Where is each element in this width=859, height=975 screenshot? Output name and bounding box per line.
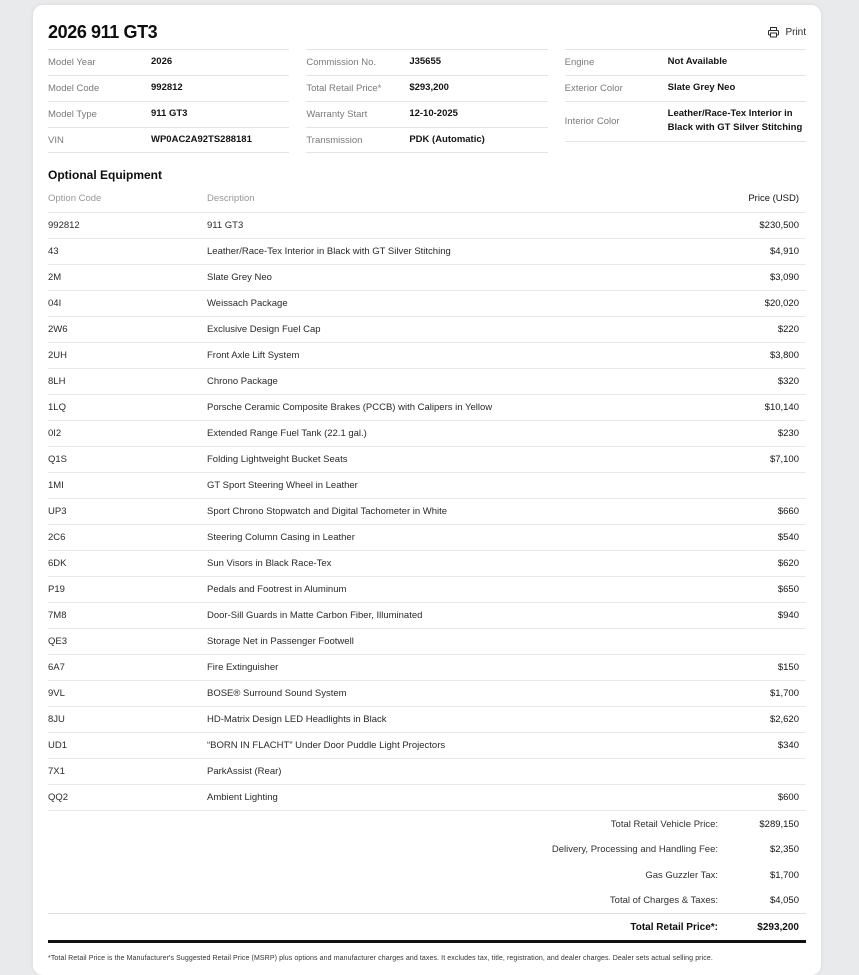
equipment-row xyxy=(48,447,806,473)
info-value: 911 GT3 xyxy=(151,108,188,120)
price-cell: $540 xyxy=(777,532,799,544)
totals-value: $4,050 xyxy=(769,895,799,906)
price-cell: $940 xyxy=(777,610,799,622)
column-header-option-code: Option Code xyxy=(48,193,102,205)
price-cell: $4,910 xyxy=(769,246,799,258)
equipment-row xyxy=(48,655,806,681)
equipment-row xyxy=(48,395,806,421)
info-label: Total Retail Price* xyxy=(306,83,382,94)
header-row xyxy=(48,18,806,46)
page-title: 2026 911 GT3 xyxy=(48,21,158,42)
description-cell: Ambient Lighting xyxy=(207,792,278,804)
description-cell: BOSE® Surround Sound System xyxy=(207,688,347,700)
price-cell: $230 xyxy=(777,428,799,440)
equipment-row xyxy=(48,629,806,655)
info-column-3 xyxy=(565,49,806,142)
option-code-cell: UP3 xyxy=(48,506,67,518)
info-value: Leather/Race-Tex Interior in Black with GT Silver Stitching xyxy=(667,108,803,134)
equipment-row xyxy=(48,785,806,811)
info-item xyxy=(48,49,289,75)
description-cell: GT Sport Steering Wheel in Leather xyxy=(207,480,358,492)
printer-icon xyxy=(767,26,780,38)
print-button-label: Print xyxy=(785,26,806,38)
info-item xyxy=(306,127,547,153)
info-item xyxy=(306,75,547,101)
info-value: Not Available xyxy=(667,56,728,68)
equipment-row xyxy=(48,759,806,785)
vehicle-info-grid xyxy=(48,49,806,153)
info-item xyxy=(565,49,806,75)
option-code-cell: 04I xyxy=(48,298,62,310)
description-cell: Sun Visors in Black Race-Tex xyxy=(207,558,332,570)
info-value: $293,200 xyxy=(409,82,449,94)
optional-equipment-heading: Optional Equipment xyxy=(48,168,162,183)
info-label: VIN xyxy=(48,134,64,146)
description-cell: Storage Net in Passenger Footwell xyxy=(207,636,354,648)
totals-section xyxy=(48,811,806,913)
description-cell: Porsche Ceramic Composite Brakes (PCCB) with Calipers in Yellow xyxy=(207,402,493,414)
info-item xyxy=(48,127,289,153)
equipment-row xyxy=(48,525,806,551)
info-label: Transmission xyxy=(306,134,363,146)
info-label: Commission No. xyxy=(306,57,377,68)
description-cell: Door-Sill Guards in Matte Carbon Fiber, Illuminated xyxy=(207,610,423,622)
description-cell: Sport Chrono Stopwatch and Digital Tachometer in White xyxy=(207,506,448,518)
description-cell: Exclusive Design Fuel Cap xyxy=(207,324,321,336)
equipment-table xyxy=(48,190,806,811)
price-cell: $1,700 xyxy=(769,688,799,700)
option-code-cell: 2C6 xyxy=(48,532,66,544)
description-cell: Slate Grey Neo xyxy=(207,272,272,284)
description-cell: Chrono Package xyxy=(207,376,278,388)
price-cell: $3,090 xyxy=(769,272,799,284)
option-code-cell: 8JU xyxy=(48,714,65,726)
equipment-row xyxy=(48,317,806,343)
totals-label: Gas Guzzler Tax: xyxy=(645,869,718,881)
info-column-2 xyxy=(306,49,547,153)
totals-line xyxy=(48,888,806,914)
info-value: 12-10-2025 xyxy=(409,108,458,120)
equipment-row xyxy=(48,213,806,239)
option-code-cell: 8LH xyxy=(48,376,66,388)
price-cell: $3,800 xyxy=(769,350,799,362)
description-cell: ParkAssist (Rear) xyxy=(207,766,282,778)
info-item xyxy=(48,75,289,101)
info-label: Model Type xyxy=(48,109,97,120)
info-item xyxy=(306,49,547,75)
info-item xyxy=(48,101,289,127)
info-column-1 xyxy=(48,49,289,153)
info-value: Slate Grey Neo xyxy=(667,82,736,94)
info-item xyxy=(565,75,806,101)
equipment-row xyxy=(48,369,806,395)
total-retail-price-label: Total Retail Price*: xyxy=(630,921,718,933)
equipment-row xyxy=(48,421,806,447)
totals-value: $2,350 xyxy=(769,844,799,855)
info-value: WP0AC2A92TS288181 xyxy=(151,134,252,145)
option-code-cell: QQ2 xyxy=(48,792,69,804)
option-code-cell: QE3 xyxy=(48,636,68,648)
option-code-cell: 2UH xyxy=(48,350,68,362)
equipment-row xyxy=(48,239,806,265)
price-cell: $340 xyxy=(777,740,799,752)
option-code-cell: 7X1 xyxy=(48,766,65,778)
equipment-rows xyxy=(48,213,806,811)
option-code-cell: 1LQ xyxy=(48,402,66,414)
option-code-cell: 992812 xyxy=(48,220,80,232)
equipment-row xyxy=(48,603,806,629)
equipment-row xyxy=(48,577,806,603)
info-label: Model Year xyxy=(48,57,96,68)
price-cell: $7,100 xyxy=(769,454,799,466)
option-code-cell: 43 xyxy=(48,246,59,258)
info-value: PDK (Automatic) xyxy=(409,134,485,145)
price-cell: $620 xyxy=(777,558,799,570)
info-label: Model Code xyxy=(48,83,100,94)
totals-line xyxy=(48,837,806,863)
info-item xyxy=(306,101,547,127)
price-cell: $230,500 xyxy=(759,220,799,232)
option-code-cell: P19 xyxy=(48,584,65,596)
option-code-cell: UD1 xyxy=(48,740,68,752)
price-cell: $10,140 xyxy=(764,402,799,414)
totals-label: Delivery, Processing and Handling Fee: xyxy=(551,844,718,855)
totals-label: Total Retail Vehicle Price: xyxy=(610,818,718,830)
price-cell: $660 xyxy=(777,506,799,518)
column-header-description: Description xyxy=(207,193,255,205)
info-label: Engine xyxy=(564,57,595,68)
totals-line xyxy=(48,811,806,837)
price-cell: $320 xyxy=(777,376,799,388)
option-code-cell: 2W6 xyxy=(48,324,68,336)
info-label: Exterior Color xyxy=(564,83,623,94)
print-button[interactable] xyxy=(767,26,806,38)
equipment-row xyxy=(48,291,806,317)
equipment-table-header xyxy=(48,190,806,213)
info-value: J35655 xyxy=(409,56,442,68)
total-retail-price-value: $293,200 xyxy=(757,921,799,933)
equipment-row xyxy=(48,681,806,707)
price-cell: $2,620 xyxy=(769,714,799,726)
description-cell: Steering Column Casing in Leather xyxy=(207,532,355,544)
equipment-row xyxy=(48,733,806,759)
option-code-cell: Q1S xyxy=(48,454,68,466)
description-cell: Leather/Race-Tex Interior in Black with GT Silver Stitching xyxy=(207,246,451,258)
totals-line xyxy=(48,862,806,888)
description-cell: 911 GT3 xyxy=(207,220,244,232)
info-item xyxy=(565,101,806,142)
equipment-row xyxy=(48,551,806,577)
info-value: 992812 xyxy=(151,82,183,94)
price-cell: $650 xyxy=(777,584,799,596)
description-cell: Extended Range Fuel Tank (22.1 gal.) xyxy=(207,428,367,440)
option-code-cell: 1MI xyxy=(48,480,64,492)
vehicle-spec-card xyxy=(33,5,821,975)
description-cell: Weissach Package xyxy=(207,298,288,310)
totals-label: Total of Charges & Taxes: xyxy=(609,895,718,906)
option-code-cell: 0I2 xyxy=(48,428,62,440)
price-cell: $600 xyxy=(777,792,799,804)
equipment-row xyxy=(48,707,806,733)
equipment-row xyxy=(48,473,806,499)
price-cell: $220 xyxy=(777,324,799,336)
description-cell: Pedals and Footrest in Aluminum xyxy=(207,584,347,596)
option-code-cell: 9VL xyxy=(48,688,65,700)
equipment-row xyxy=(48,499,806,525)
price-cell: $150 xyxy=(777,662,799,674)
description-cell: Front Axle Lift System xyxy=(207,350,300,362)
info-label: Interior Color xyxy=(564,115,620,127)
info-value: 2026 xyxy=(151,56,173,68)
description-cell: “BORN IN FLACHT” Under Door Puddle Light Projectors xyxy=(207,740,446,752)
equipment-row xyxy=(48,265,806,291)
option-code-cell: 2M xyxy=(48,272,62,284)
column-header-price: Price (USD) xyxy=(748,193,799,205)
option-code-cell: 7M8 xyxy=(48,610,67,622)
description-cell: HD-Matrix Design LED Headlights in Black xyxy=(207,714,387,726)
option-code-cell: 6DK xyxy=(48,558,67,570)
description-cell: Folding Lightweight Bucket Seats xyxy=(207,454,348,466)
info-label: Warranty Start xyxy=(306,109,368,120)
totals-value: $289,150 xyxy=(759,818,799,830)
footnote: *Total Retail Price is the Manufacturer's Suggested Retail Price (MSRP) plus options and manufacturer charges and taxes. It excludes tax, title, registration, and dealer charges. Dealer sets actual selling price. xyxy=(48,955,713,963)
option-code-cell: 6A7 xyxy=(48,662,65,674)
equipment-row xyxy=(48,343,806,369)
description-cell: Fire Extinguisher xyxy=(207,662,279,674)
total-retail-price-row xyxy=(48,913,806,943)
totals-value: $1,700 xyxy=(769,869,799,881)
price-cell: $20,020 xyxy=(764,298,799,310)
